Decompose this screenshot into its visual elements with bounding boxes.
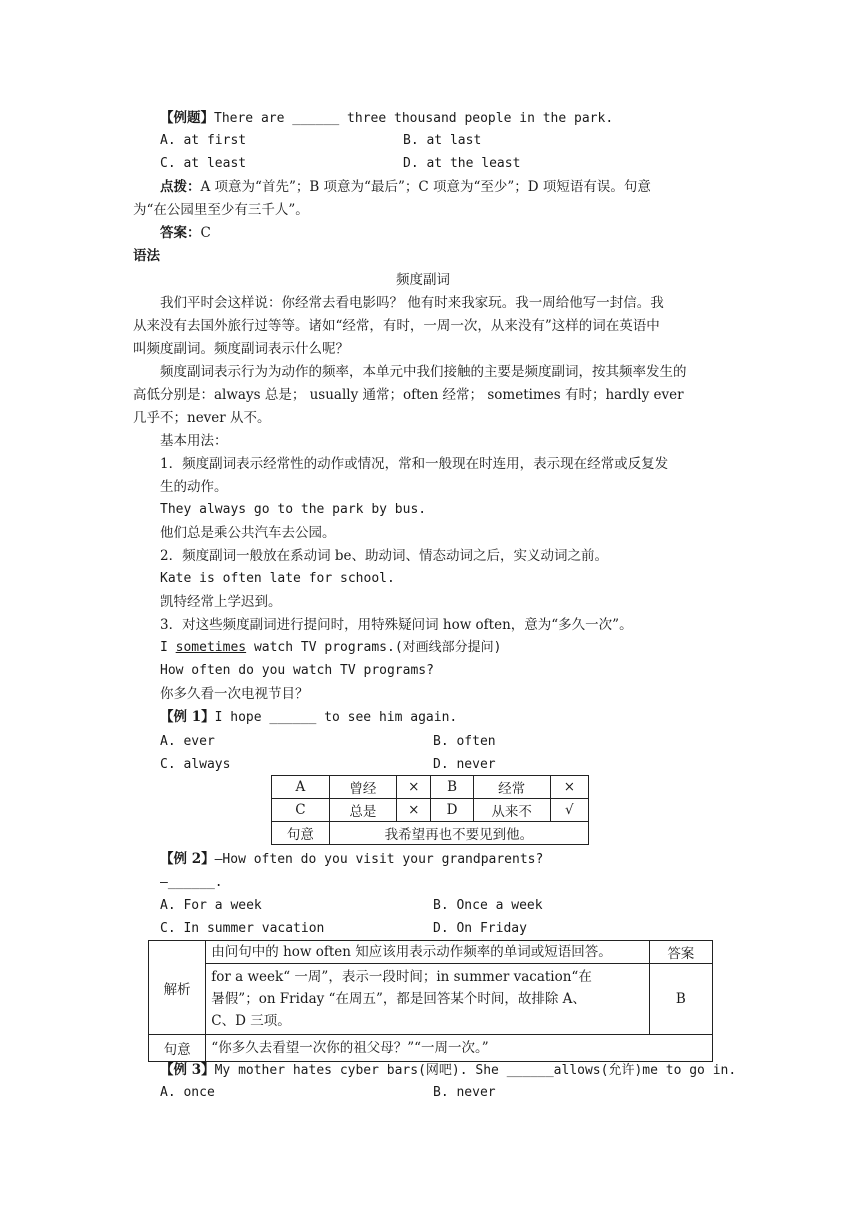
question-text: I hope ______ to see him again. bbox=[214, 710, 458, 725]
option-c: C. always bbox=[160, 757, 231, 772]
paragraph-line: 从来没有去国外旅行过等等。诸如“经常，有时，一周一次，从来没有”这样的词在英语中 bbox=[133, 318, 660, 334]
example-tag: 【例 1】 bbox=[160, 709, 215, 725]
option-b: B. at last bbox=[403, 133, 482, 148]
rule-3: 3．对这些频度副词进行提问时，用特殊疑问词 how often，意为“多久一次”。 bbox=[160, 617, 633, 633]
table-cell: C bbox=[272, 799, 330, 822]
meaning-label: 句意 bbox=[272, 822, 330, 845]
table-cell: A bbox=[272, 776, 330, 799]
table-cell: 总是 bbox=[329, 799, 396, 822]
example-2-table bbox=[148, 940, 713, 1062]
option-a: A. ever bbox=[160, 734, 215, 749]
rule-1-example-cn: 他们总是乘公共汽车去公园。 bbox=[160, 525, 336, 541]
analysis-label: 解析 bbox=[149, 941, 206, 1035]
question-text: —How often do you visit your grandparents? bbox=[214, 852, 544, 867]
meaning-label: 句意 bbox=[149, 1035, 206, 1062]
option-d: D. On Friday bbox=[433, 921, 527, 936]
analysis-text: 由问句中的 how often 知应该用表示动作频率的单词或短语回答。 bbox=[206, 941, 649, 964]
rule-3-question: How often do you watch TV programs? bbox=[160, 663, 434, 678]
rule-3-example bbox=[160, 638, 501, 658]
hint-label: 点拨： bbox=[160, 179, 201, 195]
rule-2-example-en: Kate is often late for school. bbox=[160, 571, 395, 586]
example-1-table bbox=[271, 775, 589, 845]
paragraph-line: 叫频度副词。频度副词表示什么呢？ bbox=[133, 341, 349, 357]
option-a: A. once bbox=[160, 1085, 215, 1100]
meaning-text: 我希望再也不要见到他。 bbox=[329, 822, 588, 845]
option-a: A. For a week bbox=[160, 898, 262, 913]
question-text: My mother hates cyber bars(网吧). She ______allows(允许)me to go in. bbox=[214, 1063, 737, 1078]
answer-value: B bbox=[649, 964, 712, 1035]
option-b: B. often bbox=[433, 734, 496, 749]
option-d: D. never bbox=[433, 757, 496, 772]
section-title: 频度副词 bbox=[396, 272, 450, 288]
table-cell: × bbox=[550, 776, 588, 799]
answer-label: 答案： bbox=[160, 225, 201, 241]
analysis-line: C、D 三项。 bbox=[211, 1013, 291, 1029]
paragraph-line: 高低分别是：always 总是； usually 通常；often 经常； sometimes 有时；hardly ever bbox=[133, 387, 684, 403]
table-cell: 曾经 bbox=[329, 776, 396, 799]
meaning-text: “你多久去看望一次你的祖父母？”“一周一次。” bbox=[206, 1035, 713, 1062]
rule-2: 2．频度副词一般放在系动词 be、助动词、情态动词之后，实义动词之前。 bbox=[160, 548, 609, 564]
table-cell: × bbox=[397, 799, 431, 822]
option-b: B. Once a week bbox=[433, 898, 543, 913]
paragraph-line: 我们平时会这样说：你经常去看电影吗？ 他有时来我家玩。我一周给他写一封信。我 bbox=[160, 295, 664, 311]
table-row bbox=[272, 799, 589, 822]
rule-3-translation: 你多久看一次电视节目？ bbox=[160, 686, 309, 702]
table-cell: D bbox=[431, 799, 473, 822]
answer-blank: —______. bbox=[160, 875, 223, 890]
question-text: There are ______ three thousand people in the park. bbox=[214, 111, 614, 126]
option-b: B. never bbox=[433, 1085, 496, 1100]
table-row bbox=[149, 1035, 713, 1062]
table-cell: B bbox=[431, 776, 473, 799]
option-a: A. at first bbox=[160, 133, 247, 148]
table-cell: √ bbox=[550, 799, 588, 822]
example-rest: watch TV programs.(对画线部分提问) bbox=[253, 640, 502, 655]
table-cell: × bbox=[397, 776, 431, 799]
answer-label: 答案 bbox=[649, 941, 712, 964]
answer-line bbox=[160, 223, 211, 243]
analysis-line: 暑假”；on Friday “在周五”，都是回答某个时间，故排除 A、 bbox=[211, 991, 586, 1007]
table-cell: 经常 bbox=[473, 776, 550, 799]
example-2-question bbox=[160, 849, 543, 870]
hint-line-1 bbox=[160, 177, 651, 197]
rule-1-cont: 生的动作。 bbox=[160, 479, 228, 495]
example-tag: 【例 2】 bbox=[160, 851, 215, 867]
table-cell: 从来不 bbox=[473, 799, 550, 822]
option-c: C. In summer vacation bbox=[160, 921, 325, 936]
hint-text: A 项意为“首先”；B 项意为“最后”；C 项意为“至少”；D 项短语有误。句意 bbox=[200, 179, 651, 195]
example-3-question bbox=[160, 1060, 736, 1081]
example-1-question bbox=[160, 707, 457, 728]
answer-value: C bbox=[200, 225, 211, 241]
analysis-line: for a week“ 一周”，表示一段时间；in summer vacation“在 bbox=[211, 969, 592, 985]
basic-usage-label: 基本用法： bbox=[160, 433, 228, 449]
paragraph-line: 几乎不；never 从不。 bbox=[133, 410, 271, 426]
underlined-word: sometimes bbox=[175, 640, 247, 655]
rule-2-example-cn: 凯特经常上学迟到。 bbox=[160, 594, 282, 610]
table-row bbox=[149, 964, 713, 1035]
paragraph-line: 频度副词表示行为为动作的频率，本单元中我们接触的主要是频度副词，按其频率发生的 bbox=[160, 364, 687, 380]
table-row bbox=[149, 941, 713, 964]
example-subject: I bbox=[160, 640, 168, 655]
example-tag: 【例题】 bbox=[160, 110, 214, 126]
table-row bbox=[272, 776, 589, 799]
example-question bbox=[160, 108, 613, 129]
option-c: C. at least bbox=[160, 156, 247, 171]
section-heading: 语法 bbox=[133, 248, 160, 264]
rule-1-example-en: They always go to the park by bus. bbox=[160, 502, 427, 517]
option-d: D. at the least bbox=[403, 156, 521, 171]
table-row bbox=[272, 822, 589, 845]
rule-1: 1．频度副词表示经常性的动作或情况，常和一般现在时连用，表示现在经常或反复发 bbox=[160, 456, 669, 472]
hint-line-2: 为“在公园里至少有三千人”。 bbox=[133, 202, 309, 218]
analysis-text-cell bbox=[206, 964, 649, 1035]
example-tag: 【例 3】 bbox=[160, 1062, 215, 1078]
